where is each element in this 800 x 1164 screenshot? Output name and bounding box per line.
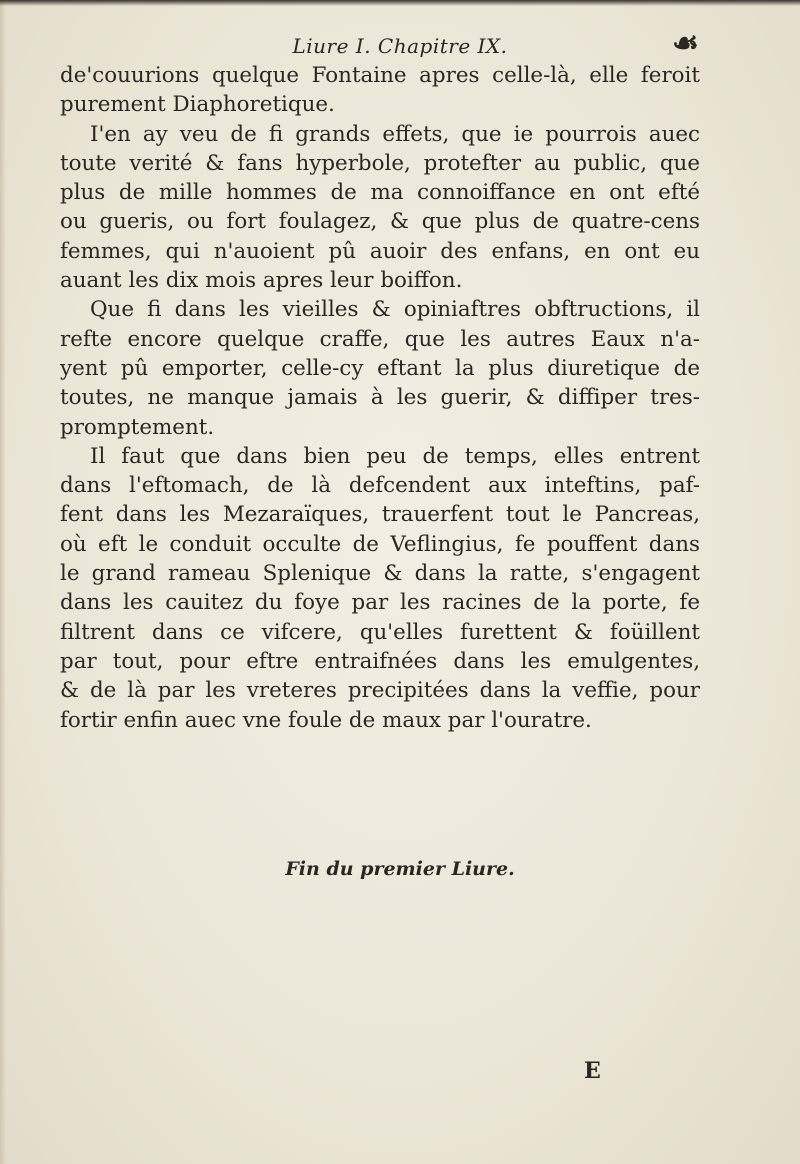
- paragraph: [60, 295, 700, 441]
- text-line: dans les cauitez du foye par les racines de la porte, fe: [60, 590, 700, 616]
- text-line: par tout, pour eftre entraifnées dans les emulgentes,: [60, 648, 700, 674]
- text-line: promptement.: [60, 414, 215, 440]
- ornament-icon: ☙: [672, 26, 699, 61]
- text-line: plus de mille hommes de ma connoiffance en ont efté: [60, 180, 700, 206]
- text-line: Que fi dans les vieilles & opiniaftres obftructions, il: [90, 297, 700, 323]
- running-head: Liure I. Chapitre IX.: [292, 34, 508, 58]
- text-line: de'couurions quelque Fontaine apres celle-là, elle feroit: [60, 63, 700, 88]
- colophon: Fin du premier Liure.: [285, 858, 515, 880]
- text-line: où eft le conduit occulte de Veflingius, fe pouffent dans: [60, 531, 700, 557]
- text-line: I'en ay veu de fi grands effets, que ie pourrois auec: [90, 121, 700, 147]
- text-line: & de là par les vreteres precipitées dans la veffie, pour: [60, 678, 700, 704]
- text-line: le grand rameau Splenique & dans la ratte, s'engagent: [60, 561, 700, 587]
- text-line: auant les dix mois apres leur boiffon.: [60, 268, 463, 294]
- paragraph: [60, 442, 700, 735]
- paragraph: [60, 120, 700, 296]
- text-line: Il faut que dans bien peu de temps, elles entrent: [90, 443, 700, 469]
- text-line: purement Diaphoretique.: [60, 92, 335, 118]
- text-line: toute verité & fans hyperbole, protefter au public, que: [60, 150, 700, 176]
- text-line: filtrent dans ce vifcere, qu'elles furettent & foüillent: [60, 619, 700, 645]
- text-line: femmes, qui n'auoient pû auoir des enfans, en ont eu: [60, 238, 700, 264]
- text-line: ou gueris, ou fort foulagez, & que plus de quatre-cens: [60, 209, 700, 235]
- text-line: toutes, ne manque jamais à les guerir, & diffiper tres-: [60, 385, 700, 411]
- text-line: fent dans les Mezaraïques, trauerfent tout le Pancreas,: [60, 502, 700, 528]
- text-line: dans l'eftomach, de là defcendent aux inteftins, paf-: [60, 473, 700, 499]
- paragraph: [60, 61, 700, 120]
- text-line: fortir enfin auec vne foule de maux par l'ouratre.: [60, 707, 592, 733]
- signature-mark: E: [584, 1058, 601, 1084]
- body-text: [60, 61, 700, 735]
- text-line: yent pû emporter, celle-cy eftant la plus diuretique de: [60, 355, 700, 381]
- text-line: refte encore quelque craffe, que les autres Eaux n'a-: [60, 326, 700, 352]
